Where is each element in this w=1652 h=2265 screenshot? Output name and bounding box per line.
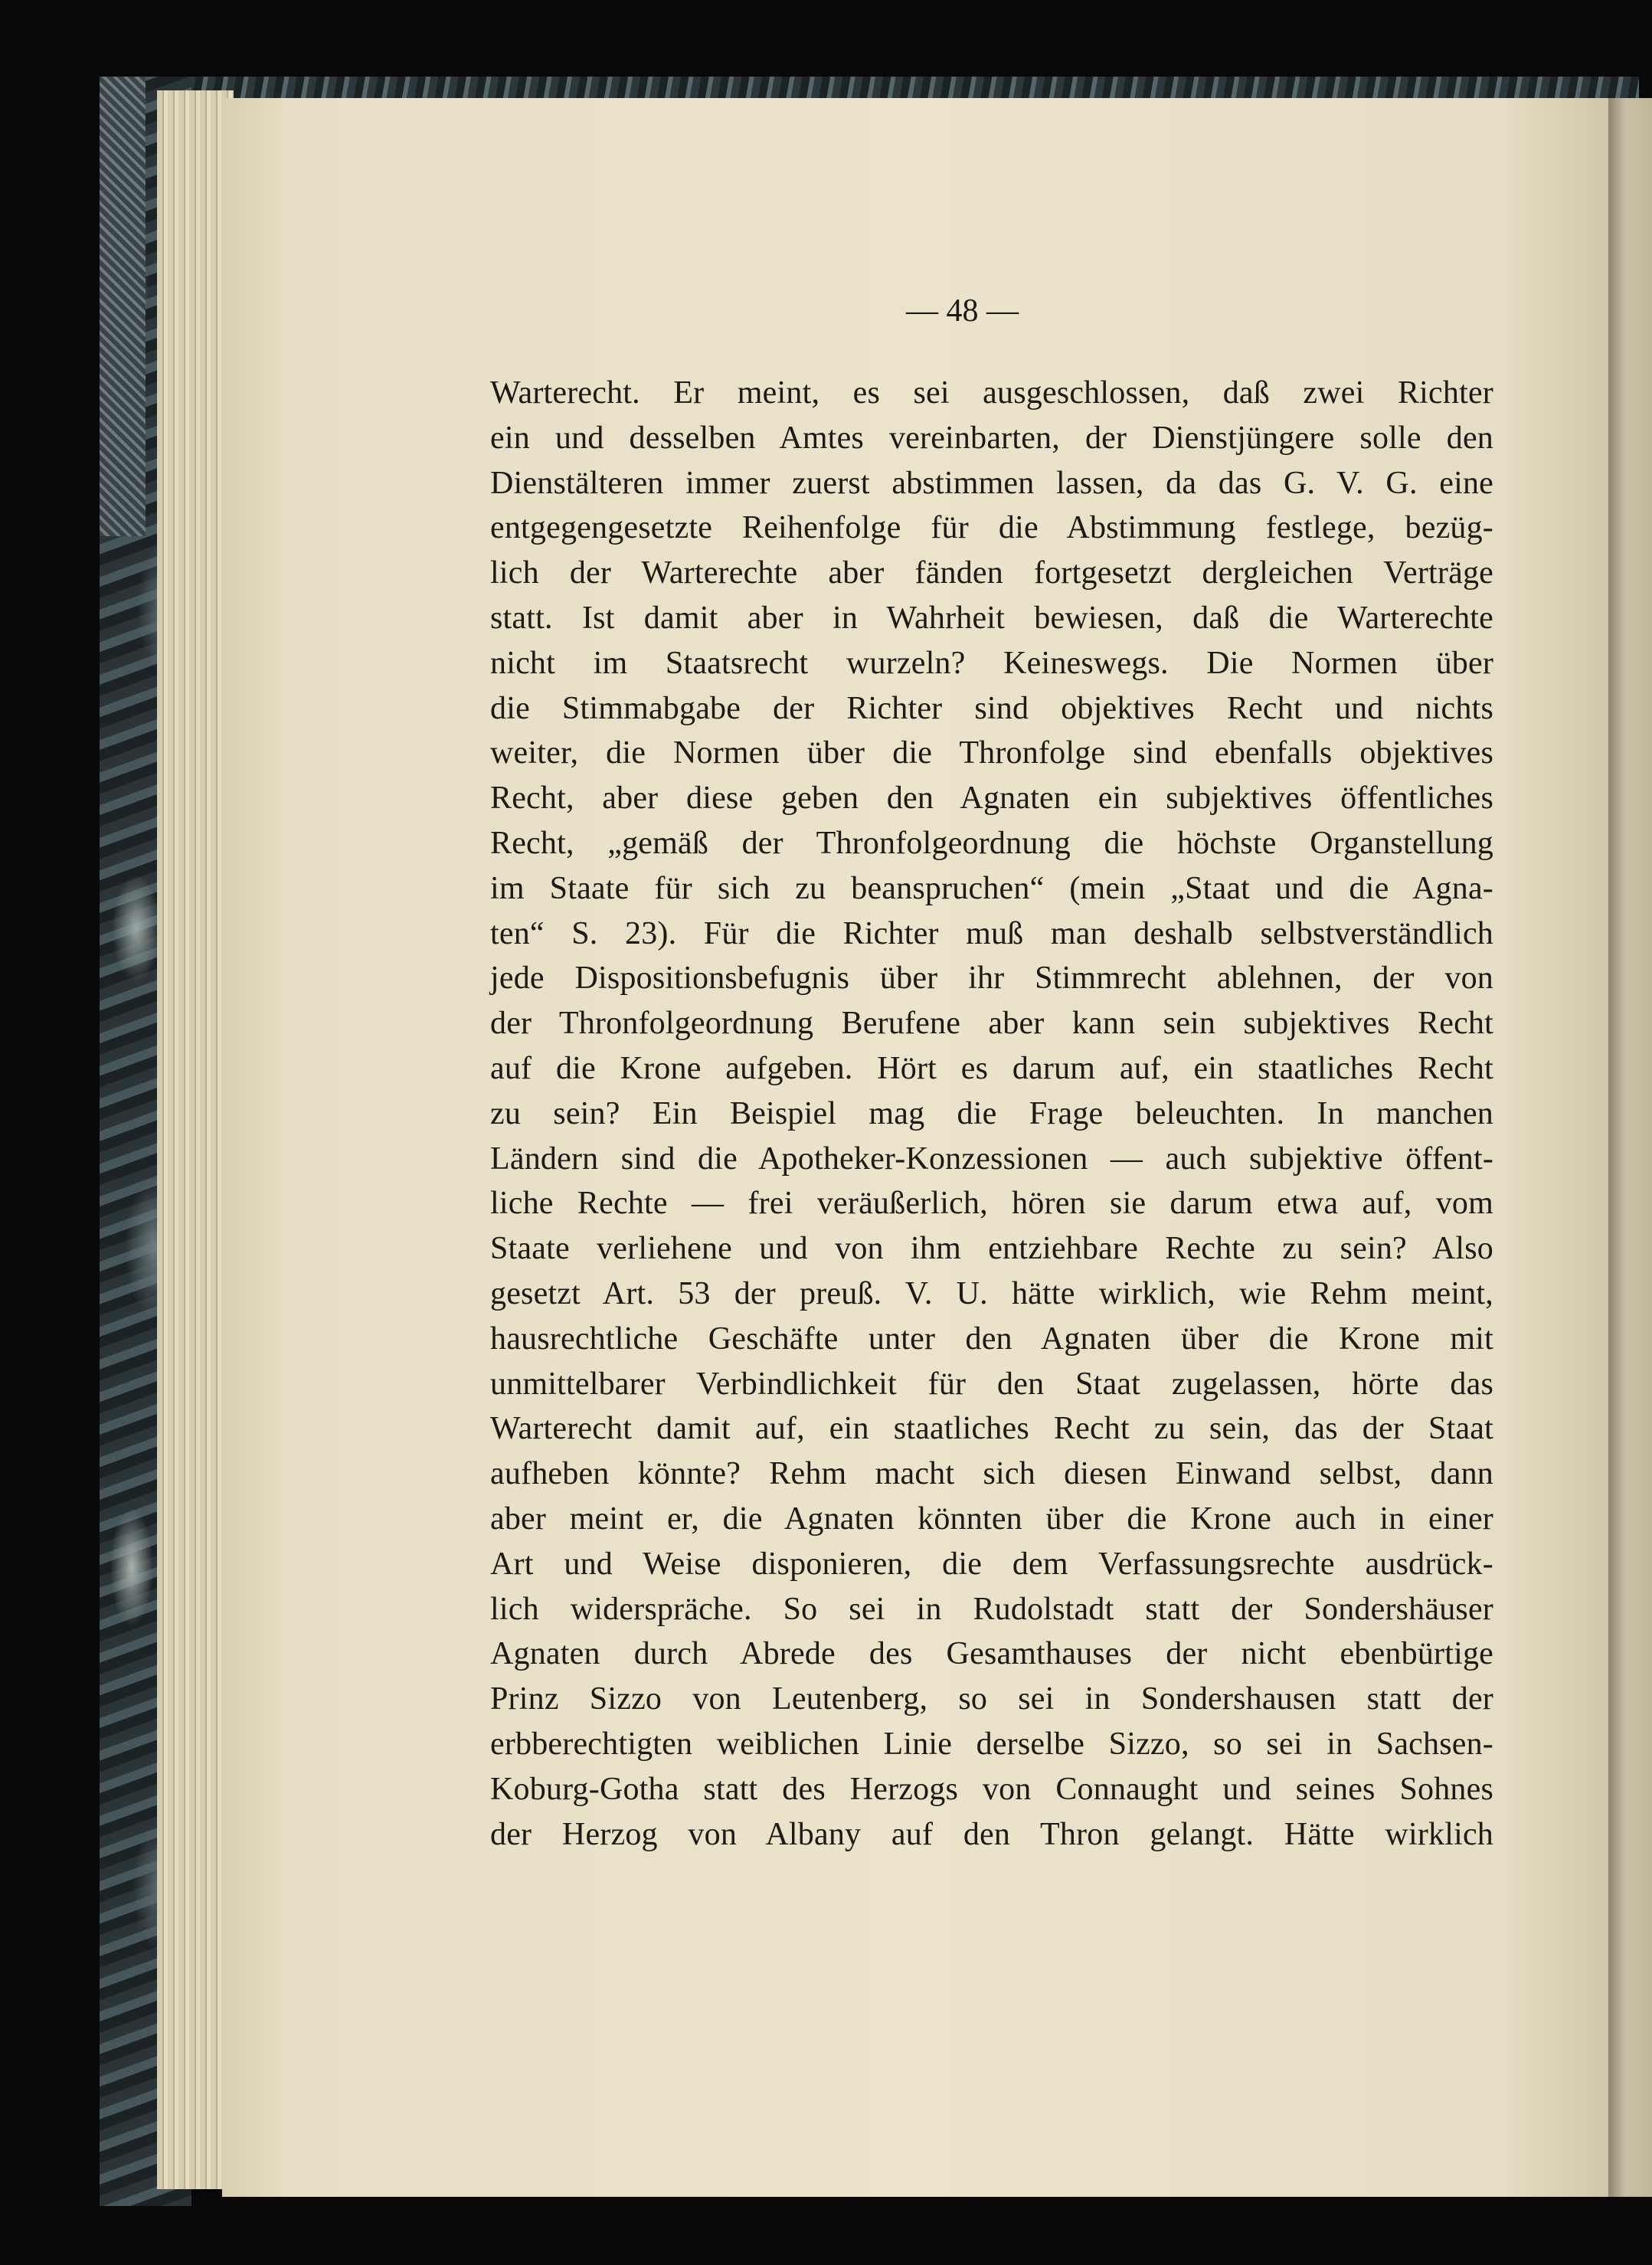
text-line: ten“ S. 23). Für die Richter muß man deshalb selbstverständlich	[490, 915, 1493, 951]
text-line: hausrechtliche Geschäfte unter den Agnaten über die Krone mit	[490, 1321, 1493, 1357]
text-line: gesetzt Art. 53 der preuß. V. U. hätte wirklich, wie Rehm meint,	[490, 1275, 1493, 1311]
text-line: jede Dispositionsbefugnis über ihr Stimmrecht ablehnen, der von	[490, 961, 1493, 997]
text-line: Dienstälteren immer zuerst abstimmen lassen, da das G. V. G. eine	[490, 465, 1493, 501]
text-line: liche Rechte — frei veräußerlich, hören sie darum etwa auf, vom	[490, 1186, 1493, 1222]
text-line: der Herzog von Albany auf den Thron gelangt. Hätte wirklich	[490, 1816, 1493, 1852]
text-line: aber meint er, die Agnaten könnten über die Krone auch in einer	[490, 1501, 1493, 1537]
text-line: die Stimmabgabe der Richter sind objektives Recht und nichts	[490, 690, 1493, 726]
text-line: lich widerspräche. So sei in Rudolstadt statt der Sondershäuser	[490, 1591, 1493, 1627]
text-line: erbberechtigten weiblichen Linie derselbe Sizzo, so sei in Sachsen-	[490, 1726, 1493, 1762]
text-line: der Thronfolgeordnung Berufene aber kann sein subjektives Recht	[490, 1006, 1493, 1042]
text-line: Koburg-Gotha statt des Herzogs von Connaught und seines Sohnes	[490, 1771, 1493, 1807]
text-line: Staate verliehene und von ihm entziehbare Rechte zu sein? Also	[490, 1231, 1493, 1267]
text-line: unmittelbarer Verbindlichkeit für den Staat zugelassen, hörte das	[490, 1366, 1493, 1402]
text-line: Art und Weise disponieren, die dem Verfassungsrechte ausdrück-	[490, 1546, 1493, 1582]
text-line: statt. Ist damit aber in Wahrheit bewiesen, daß die Warterechte	[490, 600, 1493, 636]
facing-page-edge	[1608, 98, 1652, 2197]
text-line: ein und desselben Amtes vereinbarten, der Dienstjüngere solle den	[490, 420, 1493, 456]
text-line: Agnaten durch Abrede des Gesamthauses der nicht ebenbürtige	[490, 1636, 1493, 1672]
text-line: Recht, aber diese geben den Agnaten ein subjektives öffentliches	[490, 781, 1493, 817]
text-line: nicht im Staatsrecht wurzeln? Keineswegs. Die Normen über	[490, 645, 1493, 681]
text-line: auf die Krone aufgeben. Hört es darum auf, ein staatliches Recht	[490, 1050, 1493, 1086]
text-line: Warterecht. Er meint, es sei ausgeschlossen, daß zwei Richter	[490, 375, 1493, 411]
text-line: Ländern sind die Apotheker-Konzessionen — auch subjektive öffent-	[490, 1141, 1493, 1177]
text-line: Warterecht damit auf, ein staatliches Recht zu sein, das der Staat	[490, 1411, 1493, 1447]
text-line: Prinz Sizzo von Leutenberg, so sei in Sondershausen statt der	[490, 1681, 1493, 1717]
text-line: im Staate für sich zu beanspruchen“ (mein „Staat und die Agna-	[490, 870, 1493, 906]
body-text	[490, 371, 1493, 1857]
text-line: weiter, die Normen über die Thronfolge sind ebenfalls objektives	[490, 735, 1493, 771]
text-line: aufheben könnte? Rehm macht sich diesen Einwand selbst, dann	[490, 1456, 1493, 1492]
text-line: lich der Warterechte aber fänden fortgesetzt dergleichen Verträge	[490, 555, 1493, 591]
page-number: — 48 —	[906, 293, 1019, 329]
text-line: Recht, „gemäß der Thronfolgeordnung die höchste Organstellung	[490, 825, 1493, 861]
text-line: entgegengesetzte Reihenfolge für die Abstimmung festlege, bezüg-	[490, 510, 1493, 546]
text-line: zu sein? Ein Beispiel mag die Frage beleuchten. In manchen	[490, 1095, 1493, 1131]
